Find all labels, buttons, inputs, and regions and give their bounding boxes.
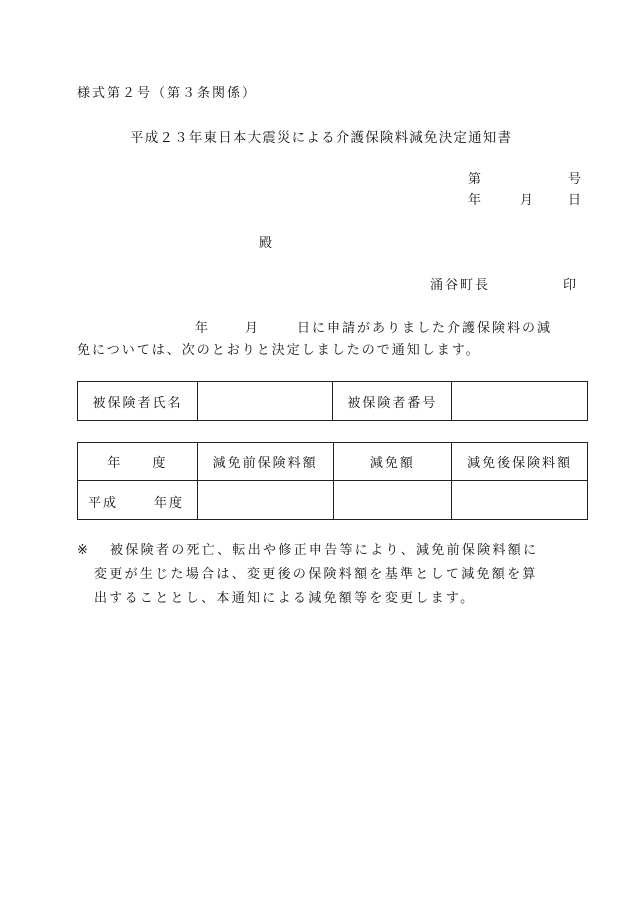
insured-info-table (77, 381, 588, 421)
premium-before-field[interactable] (197, 481, 333, 520)
reduction-amount-field[interactable] (333, 481, 452, 520)
issuer-name: 涌谷町長 (430, 278, 491, 293)
note-line-2: 変更が生じた場合は、変更後の保険料額を基準として減免額を算 (94, 567, 538, 582)
insured-name-field[interactable] (197, 382, 333, 421)
body-month-label: 月 (245, 321, 261, 336)
body-line1-text: 日に申請がありました介護保険料の減 (297, 321, 553, 336)
form-number: 様式第２号（第３条関係） (77, 86, 258, 101)
body-line2-text: 免については、次のとおりと決定しましたので通知します。 (77, 343, 481, 358)
insured-number-field[interactable] (452, 382, 588, 421)
date-month-label: 月 (520, 193, 536, 208)
document-number-suffix: 号 (568, 172, 584, 187)
fiscal-year-cell[interactable] (78, 481, 198, 520)
header-premium-before: 減免前保険料額 (197, 443, 333, 481)
addressee-honorific: 殿 (259, 236, 275, 251)
era-label: 平成 (88, 496, 119, 511)
fiscal-year-label: 年度 (154, 496, 185, 511)
header-reduction-amount: 減免額 (333, 443, 452, 481)
header-fiscal-year: 年 度 (78, 443, 198, 481)
note-line-3: 出することとし、本通知による減免額等を変更します。 (94, 591, 476, 606)
header-premium-after: 減免後保険料額 (452, 443, 588, 481)
body-year-label: 年 (195, 321, 211, 336)
premium-after-field[interactable] (452, 481, 588, 520)
insured-number-label: 被保険者番号 (333, 382, 452, 421)
note-line-1: 被保険者の死亡、転出や修正申告等により、減免前保険料額に (110, 543, 539, 558)
insured-name-label: 被保険者氏名 (78, 382, 198, 421)
date-year-label: 年 (468, 193, 484, 208)
seal-mark: 印 (563, 278, 579, 293)
document-number-prefix: 第 (468, 172, 484, 187)
reduction-table (77, 442, 588, 520)
document-title: 平成２３年東日本大震災による介護保険料減免決定通知書 (130, 130, 513, 146)
note-mark: ※ (77, 543, 90, 558)
date-day-label: 日 (568, 193, 584, 208)
